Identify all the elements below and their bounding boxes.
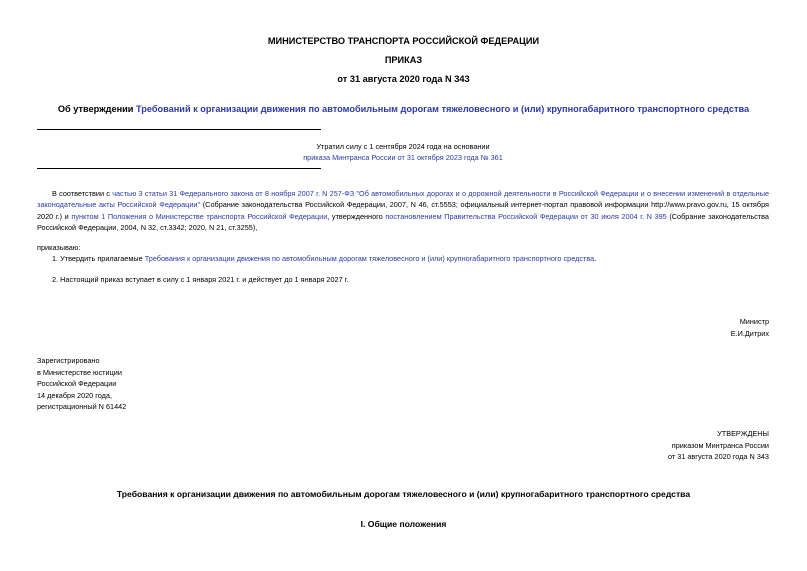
registration-line: в Министерстве юстиции: [37, 367, 122, 377]
title-link[interactable]: Требований к организации движения по автомобильным дорогам тяжеловесного и (или) крупногабаритного транспортного средства: [135, 104, 750, 114]
registration-line: регистрационный N 61442: [37, 402, 127, 411]
requirements-heading: Требования к организации движения по автомобильным дорогам тяжеловесного и (или) крупногабаритного транспортного средства: [116, 489, 691, 499]
document-title: [0, 104, 807, 114]
registration-line: Российской Федерации: [37, 379, 117, 388]
document-type: ПРИКАЗ: [384, 55, 423, 65]
document-date: от 31 августа 2020 года N 343: [337, 74, 470, 84]
approval-block: [668, 428, 769, 463]
divider-bottom: [37, 168, 321, 169]
signature-name: Е.И.Дитрих: [730, 328, 769, 338]
section-heading: I. Общие положения: [360, 519, 447, 529]
signature-title: Министр: [739, 317, 769, 326]
ministry-heading: МИНИСТЕРСТВО ТРАНСПОРТА РОССИЙСКОЙ ФЕДЕРАЦИИ: [267, 36, 540, 46]
order-item-1: [52, 253, 769, 264]
approval-line: УТВЕРЖДЕНЫ: [717, 429, 769, 438]
item1-text: 1. Утвердить прилагаемые: [52, 254, 145, 263]
preamble-paragraph: [37, 188, 769, 233]
divider-top: [37, 129, 321, 130]
signature-block: [731, 316, 769, 339]
title-prefix: Об утверждении: [57, 104, 136, 114]
order-item-2: 2. Настоящий приказ вступает в силу с 1 января 2021 г. и действует до 1 января 2027 г.: [52, 275, 349, 284]
preamble-text-1: В соответствии с: [52, 189, 113, 198]
approval-line: от 31 августа 2020 года N 343: [667, 452, 769, 461]
registration-block: [37, 355, 126, 413]
order-word: приказываю:: [37, 243, 81, 252]
preamble-regulation-link[interactable]: пунктом 1 Положения о Министерстве транспорта Российской Федерации: [71, 211, 328, 221]
preamble-text-4: (Собрание законодательства Российской Федерации, 2004, N 32, ст.3342; 2020, N 21, ст.3255),: [37, 211, 769, 232]
approval-line: приказом Минтранса России: [671, 440, 769, 450]
item1-requirements-link[interactable]: Требования к организации движения по автомобильным дорогам тяжеловесного и (или) крупногабаритного транспортного средства: [144, 254, 595, 263]
preamble-text-2: (Собрание законодательства Российской Федерации, 2007, N 46, ст.5553; официальный интернет-портал правовой информации http://www.pravo.gov.ru, 15 октября 2020 г.) и: [37, 200, 769, 221]
status-note: [37, 141, 769, 163]
registration-line: Зарегистрировано: [37, 356, 100, 365]
preamble-text-3: , утвержденного: [327, 211, 386, 221]
preamble-law-link[interactable]: частью 3 статьи 31 Федерального закона от 8 ноября 2007 г. N 257-ФЗ "Об автомобильных дорогах и о дорожной деятельности в Российской Федерации и о внесении изменений в отдельные законодательные акты Российской Федерации": [37, 189, 770, 210]
item1-end: .: [594, 254, 597, 263]
status-link[interactable]: приказа Минтранса России от 31 октября 2023 года № 361: [303, 153, 503, 162]
registration-line: 14 декабря 2020 года,: [37, 390, 113, 400]
preamble-decree-link[interactable]: постановлением Правительства Российской Федерации от 30 июля 2004 г. N 395: [385, 211, 667, 221]
status-text: Утратил силу с 1 сентября 2024 года на основании: [316, 142, 490, 151]
